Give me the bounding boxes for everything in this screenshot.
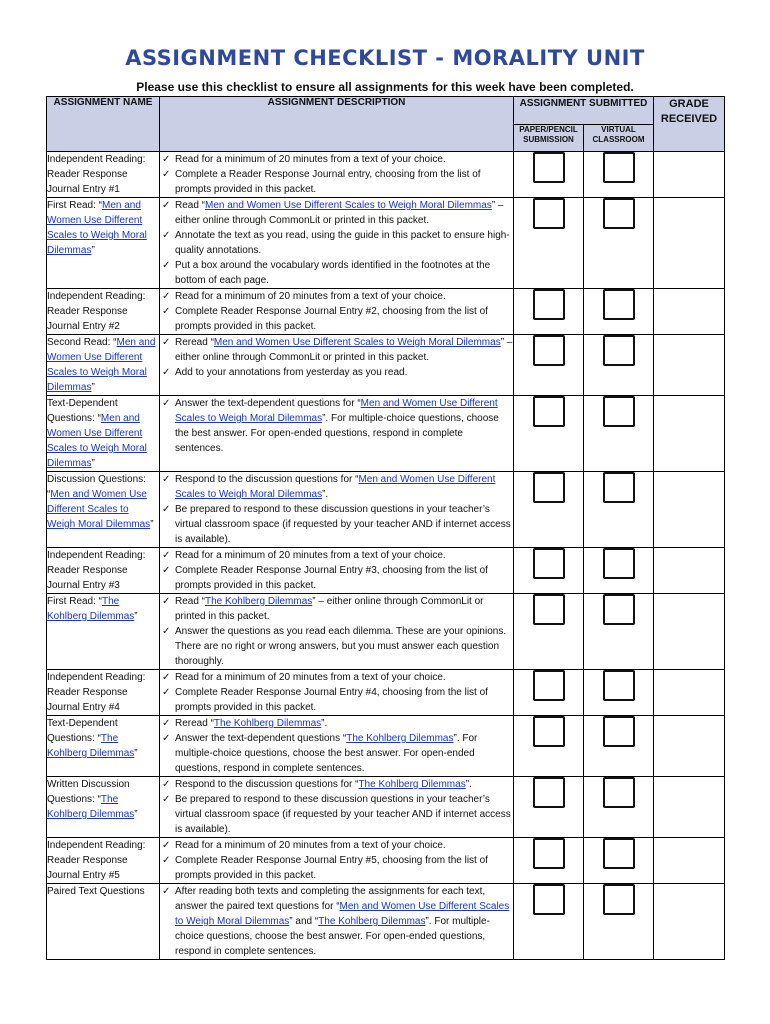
checklist-item — [160, 624, 513, 669]
text-segment: Independent Reading: Reader Response Journal Entry #1 — [47, 154, 146, 195]
checklist-item — [160, 594, 513, 624]
checklist-item — [160, 884, 513, 959]
text-segment: Independent Reading: Reader Response Journal Entry #5 — [47, 840, 146, 881]
table-row — [47, 396, 725, 472]
table-row — [47, 670, 725, 716]
paper-submission-checkbox[interactable] — [533, 198, 565, 229]
text-link[interactable]: The Kohlberg Dilemmas — [47, 794, 135, 820]
virtual-classroom-cell — [584, 670, 654, 716]
assignment-description — [160, 198, 514, 289]
assignment-description — [160, 335, 514, 396]
text-segment: Annotate the text as you read, using the guide in this packet to ensure high-quality annotations. — [175, 230, 510, 256]
text-segment: ” – either online through CommonLit or printed in this packet. — [175, 200, 504, 226]
checklist-item — [160, 472, 513, 502]
text-link[interactable]: Men and Women Use Different Scales to Weigh Moral Dilemmas — [175, 398, 498, 424]
virtual-classroom-cell — [584, 396, 654, 472]
text-segment: ” — [91, 245, 95, 256]
checklist-item — [160, 838, 513, 853]
paper-submission-cell — [514, 548, 584, 594]
text-link[interactable]: Men and Women Use Different Scales to Weigh Moral Dilemmas — [213, 337, 501, 348]
text-segment: Complete a Reader Response Journal entry, choosing from the list of prompts provided in this packet. — [175, 169, 481, 195]
assignment-name — [47, 548, 160, 594]
text-segment: Put a box around the vocabulary words identified in the footnotes at the bottom of each page. — [175, 260, 491, 286]
text-link[interactable]: Men and Women Use Different Scales to Weigh Moral Dilemmas — [47, 489, 151, 530]
virtual-classroom-cell — [584, 472, 654, 548]
table-row — [47, 838, 725, 884]
text-segment: Read for a minimum of 20 minutes from a text of your choice. — [175, 550, 446, 561]
checklist-item — [160, 792, 513, 837]
text-link[interactable]: The Kohlberg Dilemmas — [47, 733, 135, 759]
header-grade-received: GRADE RECEIVED — [654, 97, 725, 152]
text-segment: ” – either online through CommonLit or printed in this packet. — [175, 337, 513, 363]
assignment-name — [47, 884, 160, 960]
text-segment: ” — [150, 519, 154, 530]
assignment-description — [160, 289, 514, 335]
paper-submission-checkbox[interactable] — [533, 396, 565, 427]
text-segment: Add to your annotations from yesterday as you read. — [175, 367, 408, 378]
virtual-classroom-checkbox[interactable] — [603, 152, 635, 183]
text-link[interactable]: The Kohlberg Dilemmas — [358, 779, 466, 790]
assignment-name — [47, 716, 160, 777]
paper-submission-cell — [514, 670, 584, 716]
text-segment: ”. — [322, 489, 329, 500]
assignment-name — [47, 838, 160, 884]
grade-received-cell[interactable] — [654, 198, 725, 289]
text-link[interactable]: The Kohlberg Dilemmas — [213, 718, 322, 729]
paper-submission-cell — [514, 716, 584, 777]
grade-received-cell[interactable] — [654, 594, 725, 670]
text-segment: ” — [91, 458, 95, 469]
virtual-classroom-cell — [584, 777, 654, 838]
text-segment: Independent Reading: Reader Response Journal Entry #4 — [47, 672, 146, 713]
text-link[interactable]: The Kohlberg Dilemmas — [205, 596, 313, 607]
checklist-item — [160, 502, 513, 547]
checklist-item — [160, 731, 513, 776]
text-segment: Read “ — [175, 596, 206, 607]
text-segment: Read for a minimum of 20 minutes from a text of your choice. — [175, 154, 446, 165]
paper-submission-cell — [514, 838, 584, 884]
text-segment: Text-Dependent Questions: “ — [47, 718, 118, 744]
text-segment: ” — [91, 382, 95, 393]
virtual-classroom-checkbox[interactable] — [603, 198, 635, 229]
header-virtual-classroom: VIRTUAL CLASSROOM — [584, 125, 654, 152]
checklist-item — [160, 716, 513, 731]
virtual-classroom-cell — [584, 838, 654, 884]
text-segment: ”. — [465, 779, 472, 790]
virtual-classroom-cell — [584, 594, 654, 670]
virtual-classroom-cell — [584, 289, 654, 335]
grade-received-cell[interactable] — [654, 335, 725, 396]
text-segment: Reread “ — [175, 718, 214, 729]
virtual-classroom-checkbox[interactable] — [603, 838, 635, 869]
paper-submission-cell — [514, 289, 584, 335]
paper-submission-cell — [514, 396, 584, 472]
text-segment: Second Read: “ — [47, 337, 117, 348]
text-segment: Complete Reader Response Journal Entry #5, choosing from the list of prompts provided in this packet. — [175, 855, 488, 881]
grade-received-cell[interactable] — [654, 716, 725, 777]
grade-received-cell[interactable] — [654, 152, 725, 198]
text-segment: Reread “ — [175, 337, 214, 348]
checklist-item — [160, 258, 513, 288]
assignment-description — [160, 670, 514, 716]
paper-submission-cell — [514, 335, 584, 396]
text-segment: Discussion Questions: “ — [47, 474, 146, 500]
checklist-item — [160, 563, 513, 593]
assignment-name — [47, 198, 160, 289]
paper-submission-checkbox[interactable] — [533, 548, 565, 579]
text-segment: Paired Text Questions — [47, 886, 145, 897]
text-segment: Complete Reader Response Journal Entry #3, choosing from the list of prompts provided in this packet. — [175, 565, 488, 591]
text-segment: ”. For multiple-choice questions, choose the best answer. For open-ended questions, respond in complete sentences. — [175, 916, 490, 957]
checklist-item — [160, 396, 513, 456]
grade-received-cell[interactable] — [654, 548, 725, 594]
text-segment: Answer the questions as you read each dilemma. These are your opinions. There are no right or wrong answers, but you must answer each question thoroughly. — [175, 626, 507, 667]
checklist-item — [160, 853, 513, 883]
assignment-description — [160, 716, 514, 777]
checklist-item — [160, 670, 513, 685]
checklist-item — [160, 365, 513, 380]
checklist-item — [160, 167, 513, 197]
header-paper-pencil-submission: PAPER/PENCIL SUBMISSION — [514, 125, 584, 152]
text-segment: Complete Reader Response Journal Entry #4, choosing from the list of prompts provided in this packet. — [175, 687, 488, 713]
assignment-description — [160, 152, 514, 198]
table-row — [47, 716, 725, 777]
paper-submission-cell — [514, 777, 584, 838]
checklist-table — [46, 96, 725, 960]
grade-received-cell[interactable] — [654, 289, 725, 335]
grade-received-cell[interactable] — [654, 777, 725, 838]
checklist-item — [160, 777, 513, 792]
virtual-classroom-cell — [584, 716, 654, 777]
table-row — [47, 289, 725, 335]
paper-submission-checkbox[interactable] — [533, 838, 565, 869]
paper-submission-checkbox[interactable] — [533, 152, 565, 183]
table-row — [47, 472, 725, 548]
text-segment: ” — [134, 809, 138, 820]
text-segment: Answer the text-dependent questions for “ — [175, 398, 361, 409]
virtual-classroom-checkbox[interactable] — [603, 396, 635, 427]
text-segment: ” — [134, 748, 138, 759]
header-assignment-submitted: ASSIGNMENT SUBMITTED — [514, 97, 654, 125]
assignment-description — [160, 594, 514, 670]
page-subtitle: Please use this checklist to ensure all assignments for this week have been completed. — [136, 80, 634, 94]
assignment-description — [160, 396, 514, 472]
text-segment: ”. For multiple-choice questions, choose the best answer. For open-ended questions, respond in complete sentences. — [175, 733, 478, 774]
checklist-item — [160, 304, 513, 334]
text-segment: ” — [134, 611, 138, 622]
virtual-classroom-checkbox[interactable] — [603, 548, 635, 579]
text-link[interactable]: The Kohlberg Dilemmas — [318, 916, 426, 927]
grade-received-cell[interactable] — [654, 884, 725, 960]
checklist-item — [160, 289, 513, 304]
virtual-classroom-checkbox[interactable] — [603, 472, 635, 503]
assignment-name — [47, 152, 160, 198]
assignment-name — [47, 777, 160, 838]
grade-received-cell[interactable] — [654, 472, 725, 548]
assignment-name — [47, 335, 160, 396]
grade-received-cell[interactable] — [654, 838, 725, 884]
virtual-classroom-checkbox[interactable] — [603, 670, 635, 701]
grade-received-cell[interactable] — [654, 396, 725, 472]
paper-submission-checkbox[interactable] — [533, 289, 565, 320]
paper-submission-cell — [514, 198, 584, 289]
paper-submission-cell — [514, 884, 584, 960]
virtual-classroom-checkbox[interactable] — [603, 335, 635, 366]
paper-submission-checkbox[interactable] — [533, 594, 565, 625]
paper-submission-checkbox[interactable] — [533, 777, 565, 808]
assignment-name — [47, 289, 160, 335]
assignment-name — [47, 594, 160, 670]
checklist-rows — [47, 152, 725, 960]
virtual-classroom-checkbox[interactable] — [603, 289, 635, 320]
grade-received-cell[interactable] — [654, 670, 725, 716]
assignment-name — [47, 472, 160, 548]
text-segment: After reading both texts and completing the assignments for each text, answer the paired text questions for “ — [175, 886, 486, 912]
text-segment: Be prepared to respond to these discussion questions in your teacher’s virtual classroom space (if requested by your teacher AND if internet access is available). — [175, 504, 511, 545]
text-segment: First Read: “ — [47, 596, 103, 607]
text-segment: Text-Dependent Questions: “ — [47, 398, 118, 424]
checklist-item — [160, 228, 513, 258]
paper-submission-checkbox[interactable] — [533, 716, 565, 747]
checklist-item — [160, 548, 513, 563]
assignment-description — [160, 472, 514, 548]
text-link[interactable]: Men and Women Use Different Scales to Weigh Moral Dilemmas — [205, 200, 492, 211]
text-segment: First Read: “ — [47, 200, 103, 211]
virtual-classroom-checkbox[interactable] — [603, 884, 635, 915]
assignment-name — [47, 396, 160, 472]
paper-submission-checkbox[interactable] — [533, 335, 565, 366]
text-segment: ” and “ — [289, 916, 319, 927]
virtual-classroom-checkbox[interactable] — [603, 594, 635, 625]
text-segment: ”. — [321, 718, 328, 729]
checklist-item — [160, 335, 513, 365]
virtual-classroom-cell — [584, 152, 654, 198]
text-link[interactable]: Men and Women Use Different Scales to Weigh Moral Dilemmas — [175, 901, 510, 927]
text-link[interactable]: Men and Women Use Different Scales to Weigh Moral Dilemmas — [47, 337, 156, 393]
assignment-description — [160, 548, 514, 594]
text-segment: ”. For multiple-choice questions, choose the best answer. For open-ended questions, respond in complete sentences. — [175, 413, 499, 454]
table-row — [47, 198, 725, 289]
paper-submission-cell — [514, 472, 584, 548]
checklist-item — [160, 152, 513, 167]
table-row — [47, 152, 725, 198]
virtual-classroom-cell — [584, 335, 654, 396]
table-row — [47, 777, 725, 838]
text-segment: Complete Reader Response Journal Entry #2, choosing from the list of prompts provided in this packet. — [175, 306, 488, 332]
text-segment: Respond to the discussion questions for “ — [175, 779, 359, 790]
assignment-description — [160, 777, 514, 838]
text-segment: Be prepared to respond to these discussion questions in your teacher’s virtual classroom space (if requested by your teacher AND if internet access is available). — [175, 794, 511, 835]
table-row — [47, 335, 725, 396]
text-segment: Read for a minimum of 20 minutes from a text of your choice. — [175, 672, 446, 683]
paper-submission-cell — [514, 152, 584, 198]
paper-submission-checkbox[interactable] — [533, 472, 565, 503]
text-segment: ” – either online through CommonLit or printed in this packet. — [175, 596, 484, 622]
text-link[interactable]: The Kohlberg Dilemmas — [47, 596, 135, 622]
assignment-name — [47, 670, 160, 716]
text-segment: Answer the text-dependent questions “ — [175, 733, 347, 744]
text-link[interactable]: The Kohlberg Dilemmas — [346, 733, 454, 744]
paper-submission-cell — [514, 594, 584, 670]
table-row — [47, 594, 725, 670]
table-row — [47, 884, 725, 960]
text-segment: Read “ — [175, 200, 206, 211]
table-row — [47, 548, 725, 594]
assignment-description — [160, 884, 514, 960]
checklist-item — [160, 198, 513, 228]
text-segment: Independent Reading: Reader Response Journal Entry #3 — [47, 550, 146, 591]
header-assignment-description: ASSIGNMENT DESCRIPTION — [160, 97, 514, 152]
assignment-description — [160, 838, 514, 884]
text-segment: Written Discussion Questions: “ — [47, 779, 130, 805]
text-segment: Read for a minimum of 20 minutes from a text of your choice. — [175, 840, 446, 851]
virtual-classroom-cell — [584, 884, 654, 960]
checklist-item — [160, 685, 513, 715]
text-segment: Respond to the discussion questions for “ — [175, 474, 359, 485]
paper-submission-checkbox[interactable] — [533, 670, 565, 701]
text-segment: Independent Reading: Reader Response Journal Entry #2 — [47, 291, 146, 332]
paper-submission-checkbox[interactable] — [533, 884, 565, 915]
text-link[interactable]: Men and Women Use Different Scales to Weigh Moral Dilemmas — [47, 413, 147, 469]
header-assignment-name: ASSIGNMENT NAME — [47, 97, 160, 152]
text-link[interactable]: Men and Women Use Different Scales to Weigh Moral Dilemmas — [47, 200, 147, 256]
virtual-classroom-checkbox[interactable] — [603, 716, 635, 747]
text-link[interactable]: Men and Women Use Different Scales to Weigh Moral Dilemmas — [175, 474, 496, 500]
text-segment: Read for a minimum of 20 minutes from a text of your choice. — [175, 291, 446, 302]
page-title: ASSIGNMENT CHECKLIST - MORALITY UNIT — [125, 46, 645, 70]
virtual-classroom-cell — [584, 548, 654, 594]
virtual-classroom-checkbox[interactable] — [603, 777, 635, 808]
virtual-classroom-cell — [584, 198, 654, 289]
